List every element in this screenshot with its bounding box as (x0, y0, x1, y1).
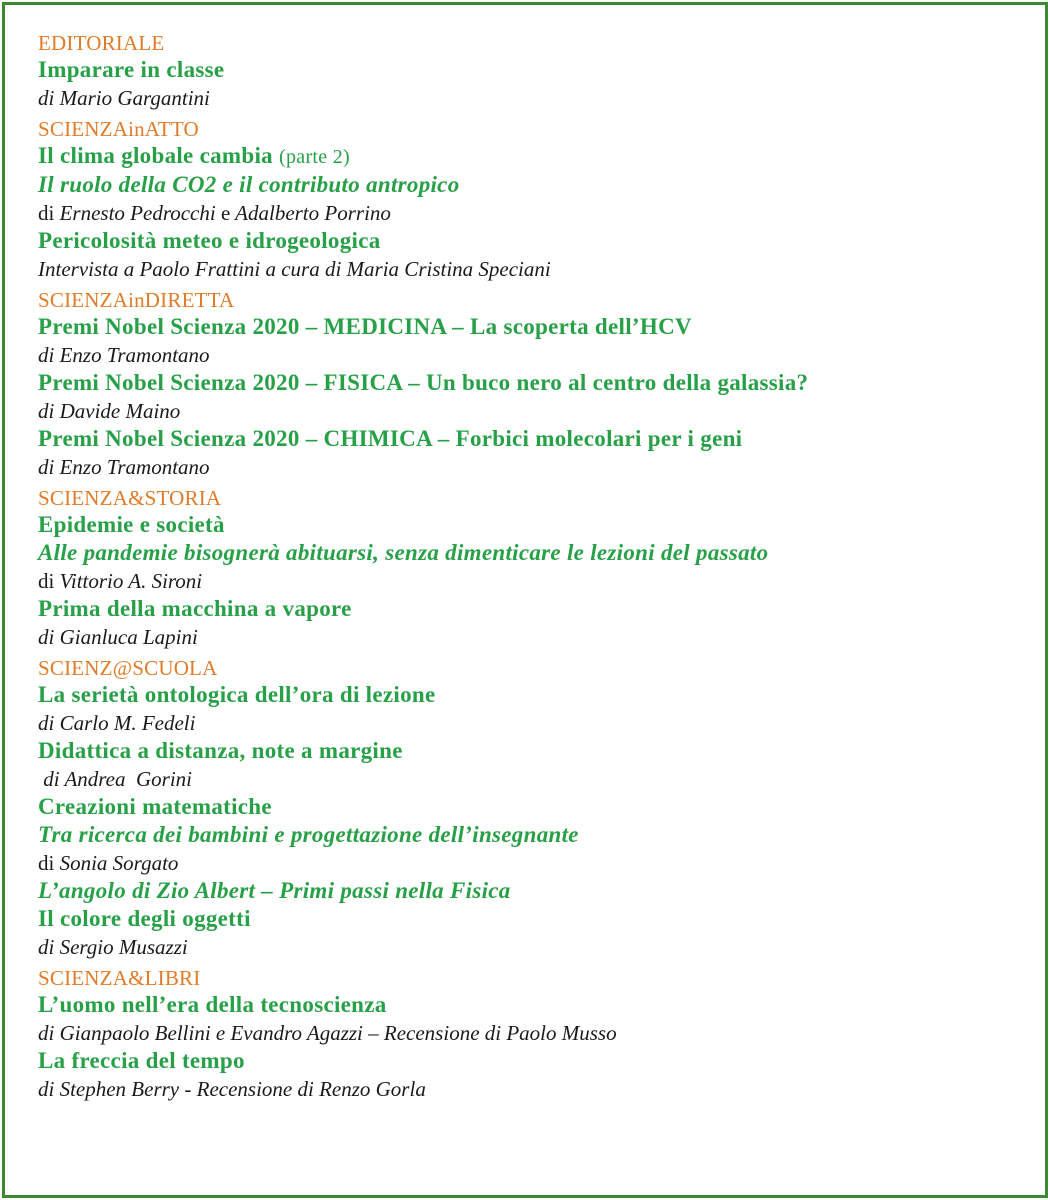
article-title-text: Il clima globale cambia (38, 143, 273, 168)
article-title[interactable]: Pericolosità meteo e idrogeologica (38, 228, 381, 253)
article-title[interactable]: Il colore degli oggetti (38, 906, 251, 931)
article-entry[interactable] (38, 737, 1028, 793)
article-title[interactable]: Prima della macchina a vapore (38, 596, 352, 621)
article-title[interactable]: Didattica a distanza, note a margine (38, 738, 403, 763)
article-author: di Enzo Tramontano (38, 343, 210, 367)
section-scienza-storia (38, 485, 1028, 651)
table-of-contents (38, 30, 1028, 1103)
article-author: di Sergio Musazzi (38, 935, 188, 959)
section-label: SCIENZ@SCUOLA (38, 656, 218, 680)
article-title[interactable]: La freccia del tempo (38, 1048, 245, 1073)
section-editoriale (38, 30, 1028, 112)
section-label: SCIENZA&LIBRI (38, 966, 201, 990)
article-entry[interactable] (38, 877, 1028, 961)
article-title[interactable]: Creazioni matematiche (38, 794, 272, 819)
article-entry[interactable] (38, 511, 1028, 595)
article-author: di Vittorio A. Sironi (38, 569, 203, 593)
article-author: di Mario Gargantini (38, 86, 210, 110)
article-author: di Carlo M. Fedeli (38, 711, 196, 735)
article-author: di Gianluca Lapini (38, 625, 198, 649)
article-author: di Stephen Berry - Recensione di Renzo Gorla (38, 1077, 426, 1101)
article-entry[interactable] (38, 142, 1028, 227)
section-scienza-libri (38, 965, 1028, 1103)
article-author: di Gianpaolo Bellini e Evandro Agazzi – Recensione di Paolo Musso (38, 1021, 617, 1045)
section-label: SCIENZAinDIRETTA (38, 288, 235, 312)
article-title[interactable] (38, 142, 1028, 171)
article-title[interactable]: Imparare in classe (38, 57, 225, 82)
article-title[interactable]: La serietà ontologica dell’ora di lezione (38, 682, 436, 707)
section-label: SCIENZA&STORIA (38, 486, 222, 510)
section-label: SCIENZAinATTO (38, 117, 199, 141)
article-title[interactable]: Premi Nobel Scienza 2020 – CHIMICA – Forbici molecolari per i geni (38, 426, 743, 451)
article-subtitle: Tra ricerca dei bambini e progettazione dell’insegnante (38, 822, 579, 847)
section-scienz-scuola (38, 655, 1028, 961)
article-entry[interactable] (38, 991, 1028, 1047)
article-title[interactable]: L’uomo nell’era della tecnoscienza (38, 992, 387, 1017)
article-author: di Davide Maino (38, 399, 181, 423)
article-author: di Ernesto Pedrocchi e Adalberto Porrino (38, 201, 391, 225)
article-author: di Enzo Tramontano (38, 455, 210, 479)
article-title-part: (parte 2) (279, 146, 351, 168)
article-entry[interactable] (38, 681, 1028, 737)
article-title[interactable]: Epidemie e società (38, 512, 225, 537)
article-entry[interactable] (38, 56, 1028, 112)
article-subtitle: Il ruolo della CO2 e il contributo antropico (38, 172, 460, 197)
article-entry[interactable] (38, 595, 1028, 651)
article-entry[interactable] (38, 793, 1028, 877)
article-entry[interactable] (38, 369, 1028, 425)
article-entry[interactable] (38, 313, 1028, 369)
article-author: di Sonia Sorgato (38, 851, 179, 875)
article-entry[interactable] (38, 1047, 1028, 1103)
section-scienza-in-diretta (38, 287, 1028, 481)
section-label: EDITORIALE (38, 31, 165, 55)
article-author: Intervista a Paolo Frattini a cura di Maria Cristina Speciani (38, 257, 551, 281)
article-subtitle: Alle pandemie bisognerà abituarsi, senza dimenticare le lezioni del passato (38, 540, 769, 565)
article-entry[interactable] (38, 227, 1028, 283)
article-author: di Andrea Gorini (38, 767, 193, 791)
article-title[interactable]: Premi Nobel Scienza 2020 – MEDICINA – La scoperta dell’HCV (38, 314, 692, 339)
article-entry[interactable] (38, 425, 1028, 481)
column-title: L’angolo di Zio Albert – Primi passi nella Fisica (38, 878, 511, 903)
section-scienza-in-atto (38, 116, 1028, 283)
article-title[interactable]: Premi Nobel Scienza 2020 – FISICA – Un buco nero al centro della galassia? (38, 370, 809, 395)
